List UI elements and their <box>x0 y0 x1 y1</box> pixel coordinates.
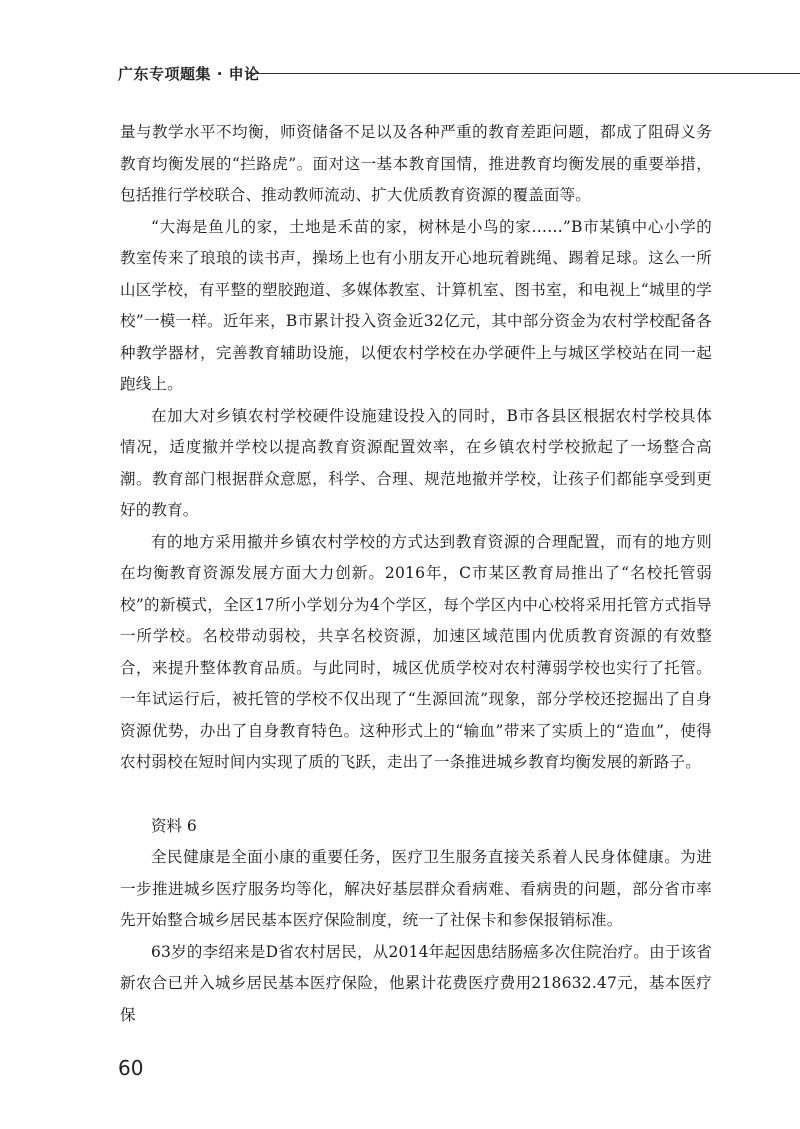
paragraph-3: 在加大对乡镇农村学校硬件设施建设投入的同时，B市各县区根据农村学校具体情况，适度撤并学校以提高教育资源配置效率，在乡镇农村学校掀起了一场整合高潮。教育部门根据群众意愿，科学、合理、规范地撤并学校，让孩子们都能享受到更好的教育。 <box>120 406 712 519</box>
page-header <box>118 58 718 88</box>
section-paragraph-2: 63岁的李绍来是D省农村居民，从2014年起因患结肠癌多次住院治疗。由于该省新农合已并入城乡居民基本医疗保险，他累计花费医疗费用218632.47元，基本医疗保 <box>120 942 712 1024</box>
paragraph-2: “大海是鱼儿的家，土地是禾苗的家，树林是小鸟的家……”B市某镇中心小学的教室传来了琅琅的读书声，操场上也有小朋友开心地玩着跳绳、踢着足球。这么一所山区学校，有平整的塑胶跑道、多媒体教室、计算机室、图书室，和电视上“城里的学校”一模一样。近年来，B市累计投入资金近32亿元，其中部分资金为农村学校配备各种教学器材，完善教育辅助设施，以便农村学校在办学硬件上与城区学校站在同一起跑线上。 <box>120 217 712 393</box>
page-body <box>120 117 712 1031</box>
section-heading: 资料 6 <box>151 816 197 835</box>
page-number: 60 <box>118 1056 144 1080</box>
paragraph-4: 有的地方采用撤并乡镇农村学校的方式达到教育资源的合理配置，而有的地方则在均衡教育资源发展方面大力创新。2016年，C市某区教育局推出了“名校托管弱校”的新模式，全区17所小学划分为4个学区，每个学区内中心校将采用托管方式指导一所学校。名校带动弱校，共享名校资源，加速区域范围内优质教育资源的有效整合，来提升整体教育品质。与此同时，城区优质学校对农村薄弱学校也实行了托管。一年试运行后，被托管的学校不仅出现了“生源回流”现象，部分学校还挖掘出了自身资源优势，办出了自身教育特色。这种形式上的“输血”带来了实质上的“造血”，使得农村弱校在短时间内实现了质的飞跃，走出了一条推进城乡教育均衡发展的新路子。 <box>120 532 712 771</box>
paragraph-1: 量与教学水平不均衡，师资储备不足以及各种严重的教育差距问题，都成了阻碍义务教育均衡发展的“拦路虎”。面对这一基本教育国情，推进教育均衡发展的重要举措，包括推行学校联合、推动教师流动、扩大优质教育资源的覆盖面等。 <box>120 123 712 204</box>
running-title: 广东专项题集 · 申论 <box>118 65 260 83</box>
header-rule <box>246 73 800 74</box>
section-paragraph-1: 全民健康是全面小康的重要任务，医疗卫生服务直接关系着人民身体健康。为进一步推进城乡医疗服务均等化，解决好基层群众看病难、看病贵的问题，部分省市率先开始整合城乡居民基本医疗保险制度，统一了社保卡和参保报销标准。 <box>120 848 712 929</box>
